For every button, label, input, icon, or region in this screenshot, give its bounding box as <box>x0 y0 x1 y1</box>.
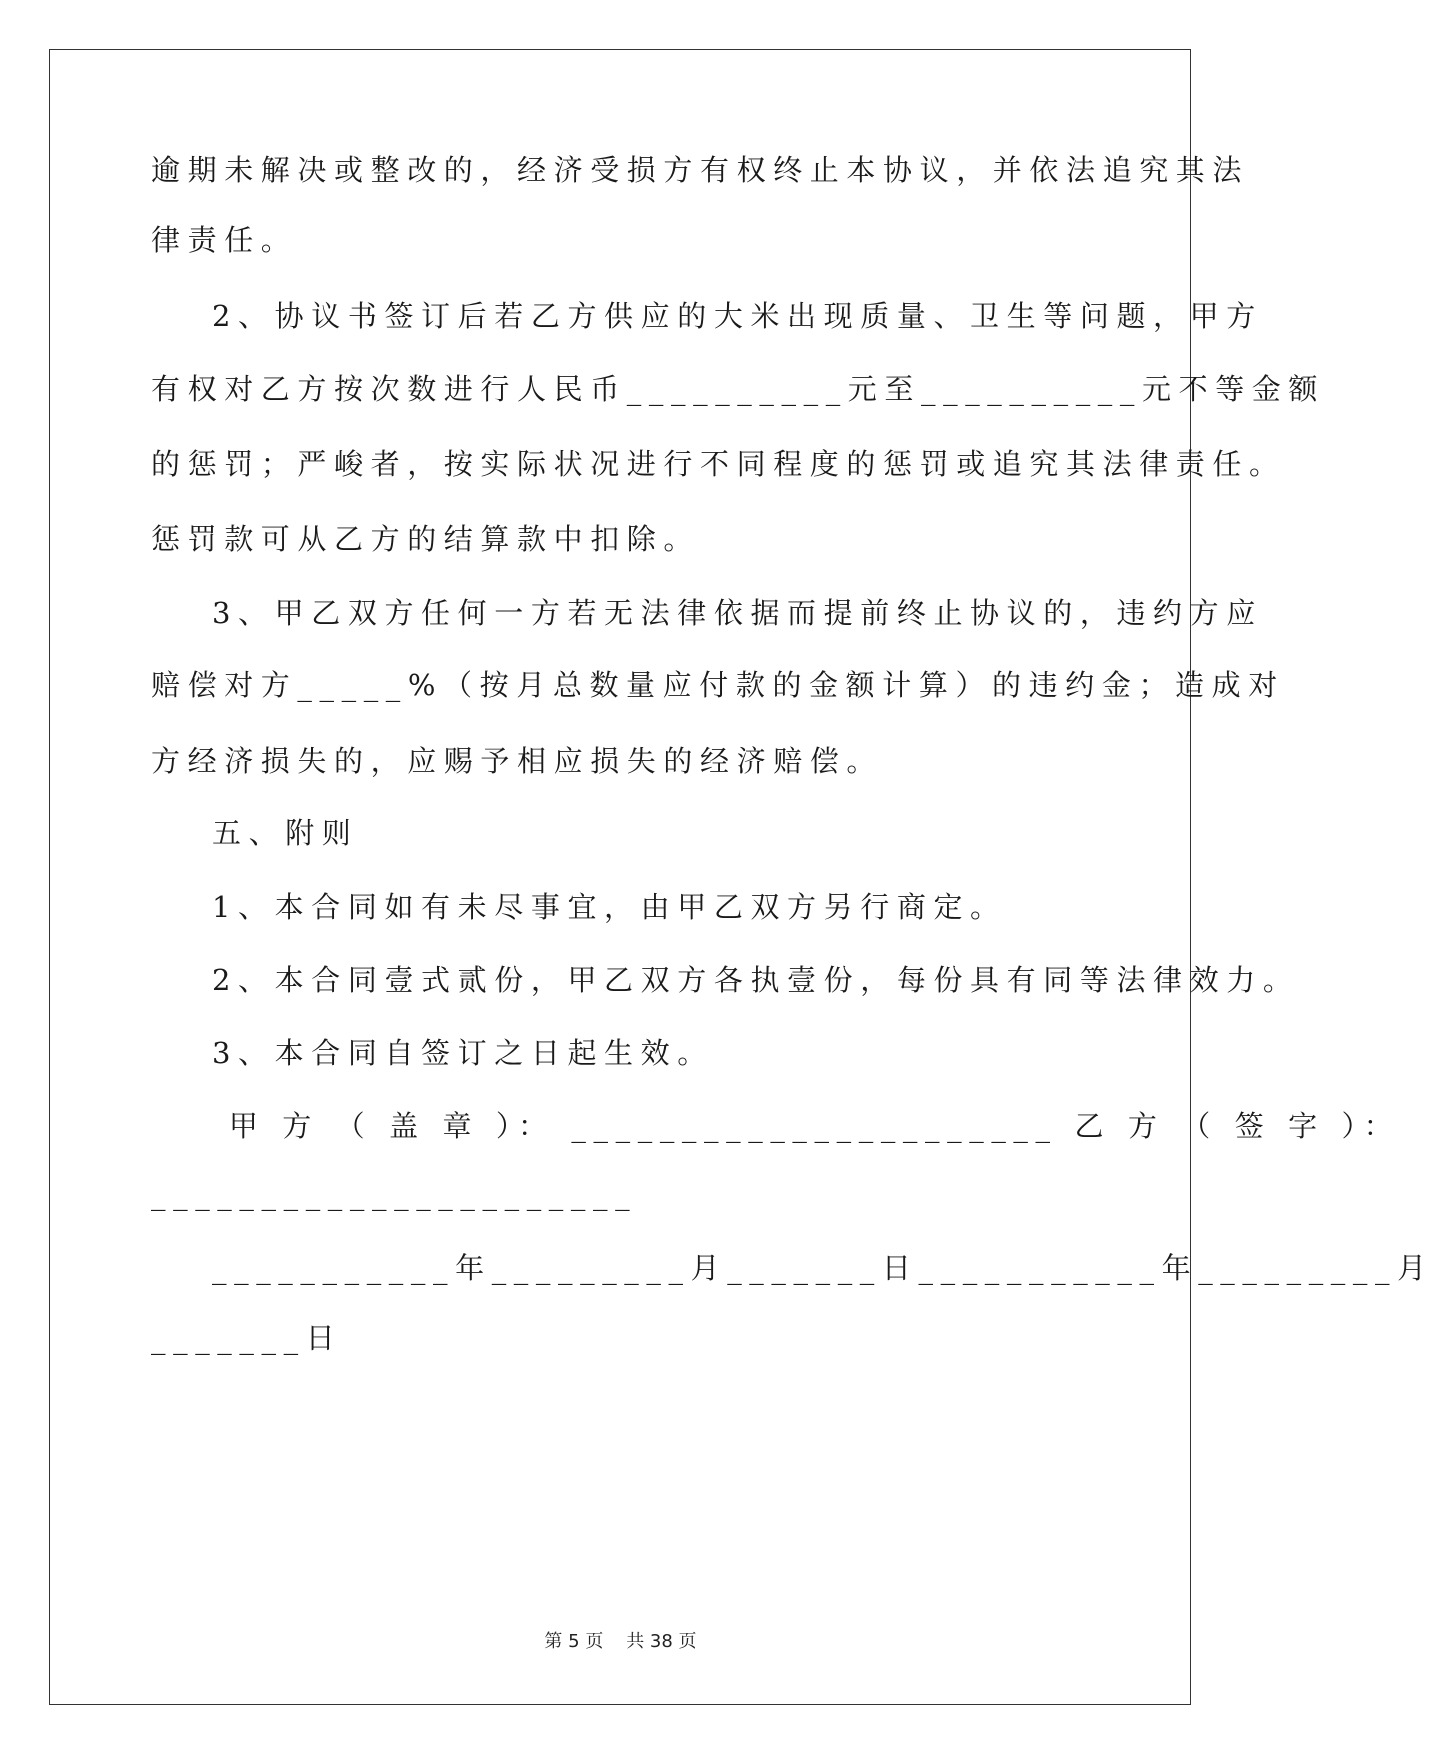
clause-2-line-3: 的惩罚；严峻者，按实际状况进行不同程度的惩罚或追究其法律责任。 <box>151 447 1286 481</box>
appendix-item-3: 3、本合同自签订之日起生效。 <box>212 1036 714 1070</box>
page-footer: 第 5 页 共 38 页 <box>544 1631 697 1652</box>
clause-3-line-2: 赔偿对方_____%（按月总数量应付款的金额计算）的违约金；造成对 <box>151 668 1285 702</box>
date-line-end: _______日 <box>151 1321 343 1355</box>
appendix-item-2: 2、本合同壹式贰份，甲乙双方各执壹份，每份具有同等法律效力。 <box>212 963 1300 997</box>
date-line: ___________年_________月_______日___________年_________月 <box>212 1251 1434 1285</box>
body-line-2: 律责任。 <box>151 223 298 257</box>
clause-3-line-1: 3、甲乙双方任何一方若无法律依据而提前终止协议的，违约方应 <box>212 596 1263 630</box>
signature-blank: ______________________ <box>151 1177 638 1211</box>
body-line-1: 逾期未解决或整改的，经济受损方有权终止本协议，并依法追究其法 <box>151 153 1250 187</box>
clause-2-line-1: 2、协议书签订后若乙方供应的大米出现质量、卫生等问题，甲方 <box>212 299 1263 333</box>
clause-2-line-2: 有权对乙方按次数进行人民币__________元至__________元不等金额 <box>151 372 1326 406</box>
clause-3-line-3: 方经济损失的，应赐予相应损失的经济赔偿。 <box>151 744 884 778</box>
signature-line: 甲 方 （ 盖 章 ）： ______________________ 乙 方 （ 签 字 ）： <box>212 1109 1401 1143</box>
clause-2-line-4: 惩罚款可从乙方的结算款中扣除。 <box>151 522 701 556</box>
appendix-item-1: 1、本合同如有未尽事宜，由甲乙双方另行商定。 <box>212 890 1007 924</box>
section-heading: 五、附则 <box>212 816 359 850</box>
